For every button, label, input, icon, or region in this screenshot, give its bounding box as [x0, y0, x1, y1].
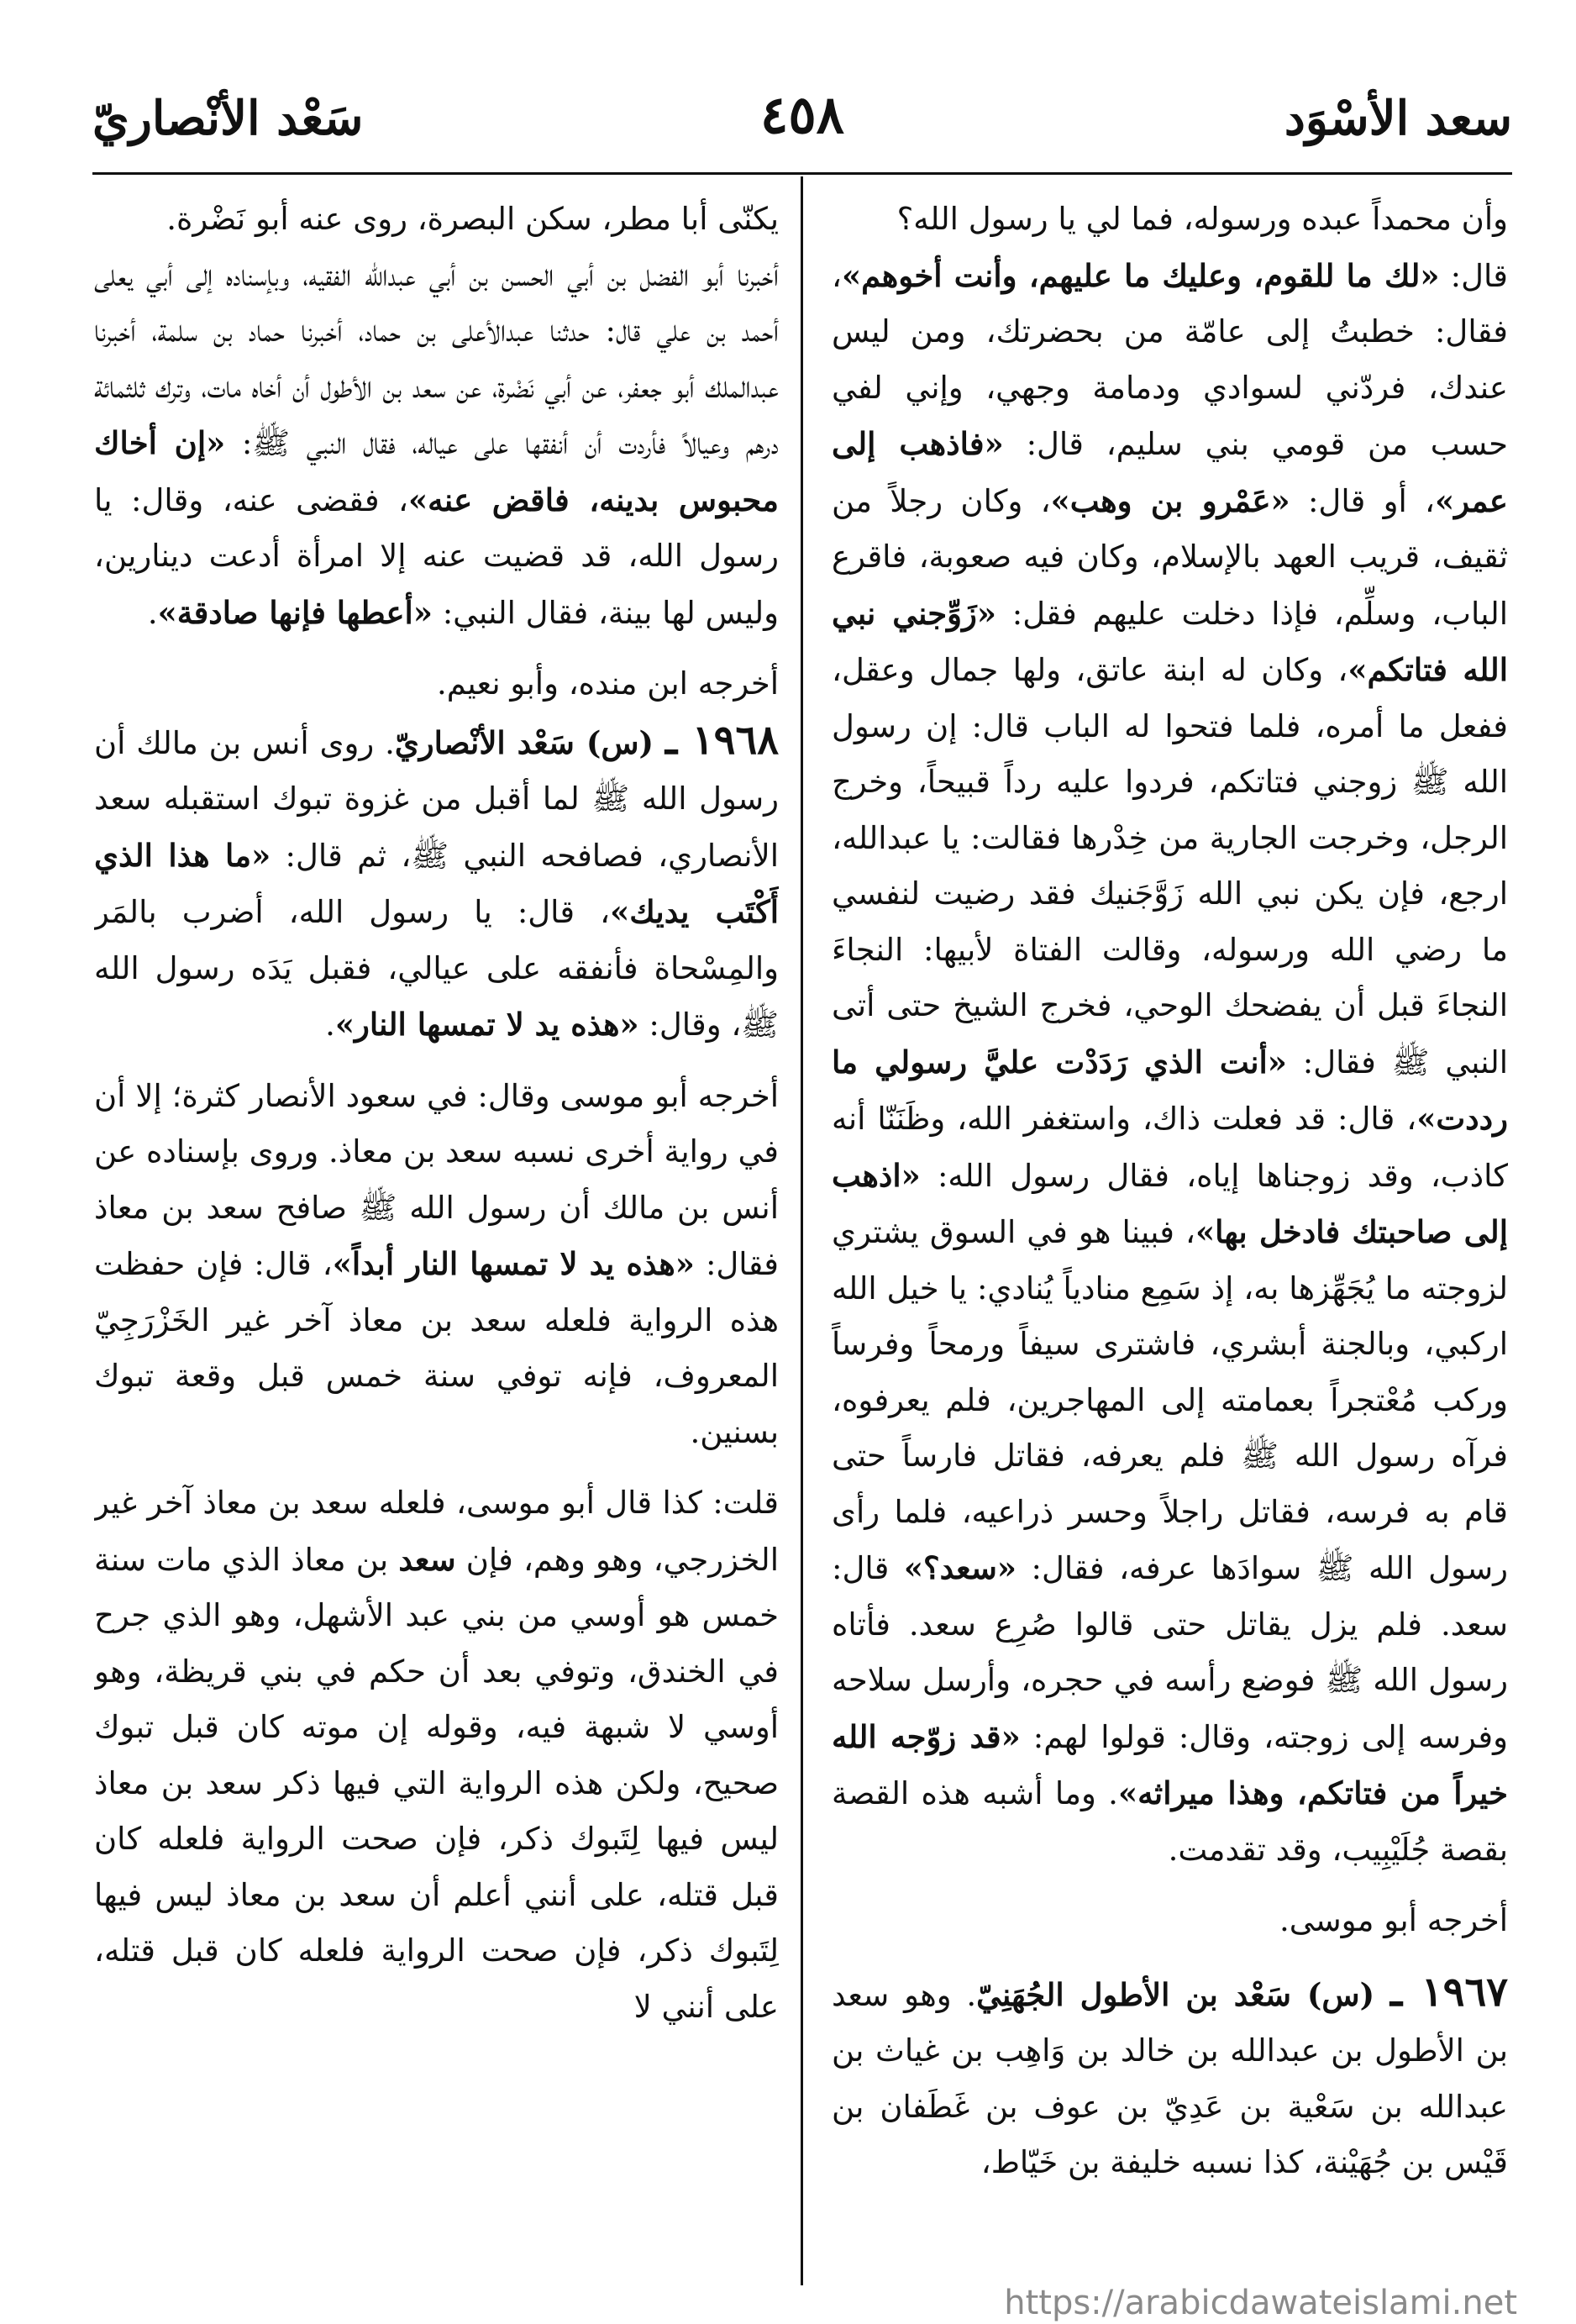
hadith-quote: «أنت الذي رَدَدْت عليَّ رسولي ما رددت»: [832, 1043, 1508, 1137]
entry-title: (س) سَعْد الأنْصاريّ: [394, 723, 666, 761]
paragraph: [94, 1069, 779, 1461]
paragraph: [94, 248, 779, 642]
entry-1968: [94, 712, 779, 1054]
text: أخرجه أبو موسى وقال: في سعود الأنصار كثرة؛ إلا أن في رواية أخرى نسبه سعد بن معاذ. وروى بإسناده عن أنس بن مالك أن رسول الله ﷺ صافح سعد بن معاذ فقال:: [94, 1077, 779, 1282]
column-divider: [801, 176, 803, 2285]
paragraph: [94, 1475, 779, 2035]
entry-1967: [832, 1964, 1508, 2191]
text: .: [325, 1007, 335, 1043]
text: قال:: [1439, 257, 1508, 294]
text: قال: سعد. فلم يزل يقاتل حتى قالوا صُرِع سعد. فأتاه رسول الله ﷺ فوضع رأسه في حجره، وأرسل سلاحه وفرسه إلى زوجته، وقال: قولوا لهم:: [832, 1550, 1508, 1755]
watermark-url: https://arabicdawateislami.net: [1004, 2284, 1517, 2322]
hadith-quote: «أعطها فإنها صادقة»: [157, 593, 433, 631]
paragraph: [832, 248, 1508, 1879]
header-rule: [92, 172, 1512, 175]
hadith-quote: «اذهب إلى صاحبتك فادخل بها»: [832, 1156, 1508, 1250]
hadith-quote: «ما هذا الذي أَكْتَب يديك»: [94, 836, 779, 930]
text: . وما أشبه هذه القصة بقصة جُلَيْبِيب، وقد تقدمت.: [832, 1775, 1508, 1868]
entry-title: (س) سَعْد بن الأطول الجُهَنِيّ: [976, 1975, 1391, 2013]
text: ، قال: قد فعلت ذاك، واستغفر الله، وظَنَنّا أنه كاذب، وقد زوجناها إياه، فقال رسول الله:: [832, 1101, 1508, 1194]
text: ، فقال: خطبتُ إلى عامّة من بحضرتك، ومن ليس عندك، فردّني لسوادي ودمامة وجهي، وإني لفي حسب من قومي بني سليم، قال:: [832, 257, 1508, 462]
text: قلت: كذا قال أبو موسى، فلعله سعد بن معاذ آخر غير الخزرجي، وهو وهم، فإن: [94, 1485, 779, 1578]
text: ، فبينا هو في السوق يشتري لزوجته ما يُجَهِّزها به، إذ سَمِع منادياً يُنادي: يا خيل الله اركبي، وبالجنة أبشري، فاشترى سيفاً ورمحاً وفرساً وركب مُعْتجراً بعمامته إلى المهاجرين، فلم يعرفوه، فرآه رسول الله ﷺ فلم يعرفه، فقاتل فارساً حتى قام به فرسه، فقاتل راجلاً وحسر ذراعيه، فلما رأى رسول الله ﷺ سوادَها عرفه، فقال:: [832, 1214, 1508, 1586]
entry-number: ١٩٦٨ ـ: [665, 716, 779, 764]
text: بن معاذ الذي مات سنة خمس هو أوسي من بني عبد الأشهل، وهو الذي جرح في الخندق، وتوفي بعد أن حكم في بني قريظة، وهو أوسي لا شبهة فيه، وقوله إن موته كان قبل تبوك صحيح، ولكن هذه الرواية التي فيها ذكر سعد بن معاذ ليس فيها لِتَبوك ذكر، فإن صحت الرواية فلعله كان قبل قتله، على أنني أعلم أن سعد بن معاذ ليس فيها لِتَبوك ذكر، فإن صحت الرواية فلعله كان قبل قتله، على أنني لا: [94, 1541, 779, 2025]
paragraph: [94, 192, 779, 248]
text: . وهو سعد بن الأطول بن عبدالله بن خالد بن وَاهِب بن غياث بن عبدالله بن سَعْية بن عَدِيّ بن عوف بن غَطَفان بن قَيْس بن جُهَيْنة، كذا نسبه خليفة بن خَيّاط،: [832, 1976, 1508, 2180]
emphasis: سعد: [398, 1540, 456, 1578]
text: ، أو قال:: [1290, 482, 1435, 519]
text: ، وكان رجلاً من ثقيف، قريب العهد بالإسلام، وكان فيه صعوبة، فاقرع الباب، وسلِّم، فإذا دخلت عليهم فقل:: [832, 482, 1508, 632]
hadith-quote: «عَمْرو بن وهب»: [1050, 481, 1290, 519]
hadith-quote: «سعد؟»: [903, 1549, 1017, 1586]
text: ، قال: يا رسول الله، أضرب بالمَر والمِسْحاة فأنفقه على عيالي، فقبل يَدَه رسول الله ﷺ، وقال:: [94, 894, 779, 1043]
text: .: [147, 594, 158, 631]
hadith-quote: «زَوِّجني نبي الله فتاتكم»: [832, 594, 1508, 688]
hadith-quote: «إن أخاك محبوس بدينه، فاقض عنه»: [94, 424, 779, 518]
text: ، وكان له ابنة عاتق، ولها جمال وعقل، ففعل ما أمره، فلما فتحوا له الباب قال: إن رسول الله ﷺ زوجني فتاتكم، فردوا عليه رداً قبيحاً، وخرج الرجل، وخرجت الجارية من خِدْرها فقالت: يا عبدالله، ارجع، فإن يكن نبي الله زَوَّجَنيك فقد رضيت لنفسي ما رضي الله ورسوله، وقالت الفتاة لأبيها: النجاءَ النجاءَ قبل أن يفضحك الوحي، فخرج الشيخ حتى أتى النبي ﷺ فقال:: [832, 652, 1508, 1081]
entry-number: ١٩٦٧ ـ: [1390, 1968, 1508, 2016]
running-head-left: سَعْد الأنْصاريّ: [92, 91, 364, 146]
left-column: [94, 192, 779, 2284]
paragraph: [94, 656, 779, 712]
text: أخرجه ابن منده، وأبو نعيم.: [436, 665, 779, 702]
running-head-right: سعد الأسْوَد: [1284, 91, 1512, 146]
hadith-quote: «قد زوّجه الله خيراً من فتاتكم، وهذا ميراثه»: [832, 1717, 1508, 1811]
paragraph: [832, 1893, 1508, 1949]
text: وأن محمداً عبده ورسوله، فما لي يا رسول الله؟: [896, 201, 1508, 237]
hadith-quote: «هذه يد لا تمسها النار أبداً»: [332, 1245, 695, 1282]
text: ، فقضى عنه، وقال: يا رسول الله، قد قضيت عنه إلا امرأة أدعت دينارين، وليس لها بينة، فقال النبي:: [94, 481, 779, 631]
page-number: ٤٥٨: [760, 84, 844, 145]
hadith-quote: «لك ما للقوم، وعليك ما عليهم، وأنت أخوهم»: [841, 256, 1440, 294]
text: ، قال: فإن حفظت هذه الرواية فلعله سعد بن معاذ آخر غير الخَزْرَجِيّ المعروف، فإنه توفي سنة خمس قبل وقعة تبوك بسنين.: [94, 1246, 779, 1450]
hadith-quote: «فاذهب إلى عمر»: [832, 425, 1508, 519]
text: أخرجه أبو موسى.: [1279, 1902, 1508, 1938]
hadith-quote: «هذه يد لا تمسها النار»: [334, 1006, 639, 1043]
text: أخبرنا أبو الفضل بن أبي الحسن بن أبي عبدالله الفقيه، وبإسناده إلى أبي يعلى أحمد بن علي قال: حدثنا عبدالأعلى بن حماد، أخبرنا حماد بن سلمة، أخبرنا عبدالملك أبو جعفر، عن أبي نَضْرة، عن سعد بن الأطول أن أخاه مات، وترك ثلثمائة درهم وعيالاً فأردت أن أنفقها على عياله، فقال النبي ﷺ:: [94, 256, 779, 461]
right-column: [832, 192, 1508, 2284]
text: يكنّى أبا مطر، سكن البصرة، روى عنه أبو نَضْرة.: [166, 201, 779, 237]
page-header: [92, 84, 1512, 168]
text: . روى أنس بن مالك أن رسول الله ﷺ لما أقبل من غزوة تبوك استقبله سعد الأنصاري، فصافحه النبي ﷺ، ثم قال:: [94, 724, 779, 874]
paragraph: [832, 192, 1508, 248]
